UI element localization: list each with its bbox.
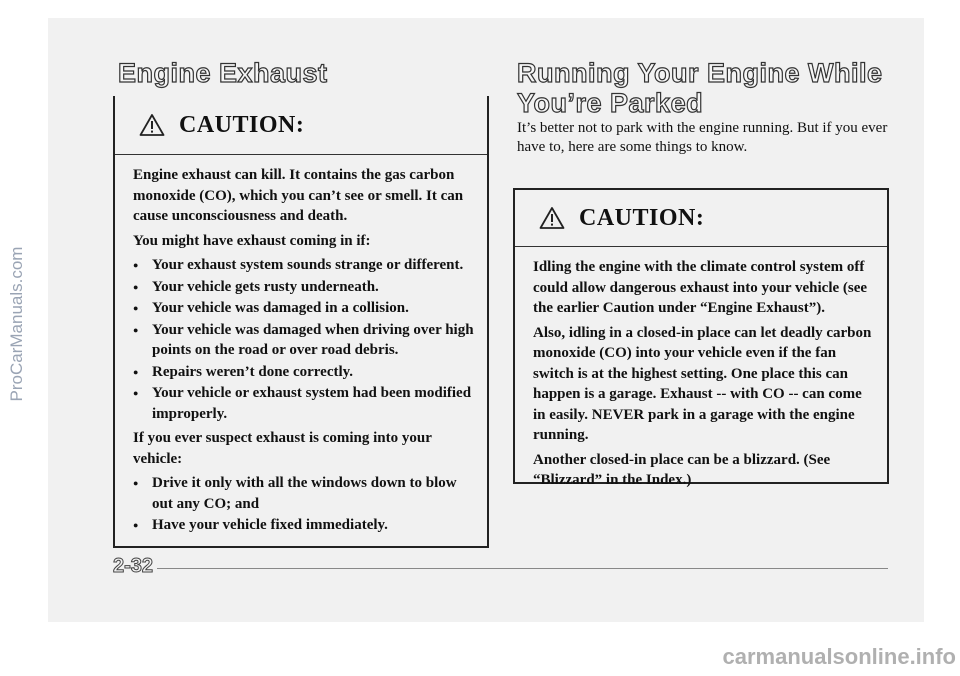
list-item: ● Your vehicle was damaged when driving over high points on the road or over road debris. [133,320,475,361]
caution-paragraph: Also, idling in a closed-in place can let deadly carbon monoxide (CO) into your vehicle even if the fan switch is at the highest setting. One place this can happen is a garage. Exhaust -- with CO -- can come in easily. NEVER park in a garage with the engine running. [533,324,872,443]
list-item: ● Repairs weren’t done correctly. [133,362,475,383]
caution-title: CAUTION: [179,111,305,138]
page-number: 2-32 [113,555,157,578]
caution-title-row [515,190,887,247]
caution-paragraph: You might have exhaust coming in if: [133,232,371,249]
side-watermark: ProCarManuals.com [6,246,26,402]
caution-paragraph: Another closed-in place can be a blizzard. (See “Blizzard” in the Index.) [533,451,831,488]
exhaust-signs-list [133,255,475,424]
list-item: ● Your vehicle was damaged in a collision. [133,298,475,319]
intro-paragraph: It’s better not to park with the engine running. But if you ever have to, here are some things to know. [517,120,888,155]
engine-exhaust-caution-box [113,96,489,548]
running-engine-heading [517,58,882,118]
engine-exhaust-heading: Engine Exhaust [118,58,328,88]
list-item: ● Your exhaust system sounds strange or different. [133,255,475,276]
running-engine-caution-box [513,188,889,488]
exhaust-actions-list [133,473,475,536]
warning-triangle-icon [539,206,565,230]
footer-rule [132,568,888,569]
caution-body [515,247,887,491]
caution-paragraph: Engine exhaust can kill. It contains the gas carbon monoxide (CO), which you can’t see or smell. It can cause unconsciousness and death. [133,167,464,224]
caution-paragraph: Idling the engine with the climate control system off could allow dangerous exhaust into your vehicle (see the earlier Caution under “Engine Exhaust”). [533,259,868,316]
caution-body [115,155,487,536]
warning-triangle-icon [139,113,165,137]
caution-title-row [115,96,487,155]
caution-paragraph: If you ever suspect exhaust is coming into your vehicle: [133,430,432,467]
bottom-watermark: carmanualsonline.info [722,644,956,669]
heading-line: You’re Parked [517,88,704,118]
list-item: ● Your vehicle or exhaust system had been modified improperly. [133,383,475,424]
caution-title: CAUTION: [579,204,705,231]
list-item: ● Have your vehicle fixed immediately. [133,515,475,536]
list-item: ● Your vehicle gets rusty underneath. [133,277,475,298]
list-item: ● Drive it only with all the windows down to blow out any CO; and [133,473,475,514]
heading-line: Running Your Engine While [517,58,883,88]
